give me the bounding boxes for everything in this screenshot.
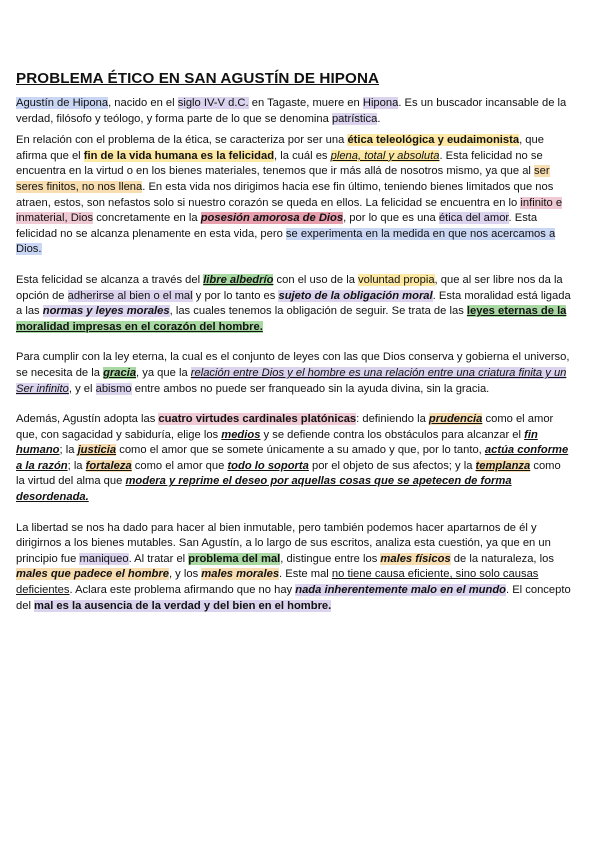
text-run: y se defiende contra los obstáculos para alcanzar el (260, 428, 525, 441)
highlighted-phrase: abismo (95, 382, 132, 395)
highlighted-phrase: males morales (201, 568, 280, 581)
text-run: : definiendo la (356, 413, 429, 426)
text-run: , las cuales tenemos la obligación de seguir. Se trata de las (169, 305, 467, 318)
highlighted-phrase: ética del amor (438, 212, 509, 225)
text-run: concretamente en la (93, 212, 201, 225)
text-run: con el uso de la (273, 273, 359, 286)
highlighted-phrase: maniqueo (79, 552, 129, 565)
highlighted-phrase: nada inherentemente malo en el mundo (295, 584, 506, 597)
highlighted-phrase: fin de la vida humana es la felicidad (83, 149, 275, 162)
text-run: en Tagaste, muere en (248, 97, 363, 109)
text-run: Esta felicidad se alcanza a través del (16, 273, 204, 286)
text-run: y por lo tanto es (192, 289, 279, 302)
highlighted-phrase: gracia (103, 366, 137, 379)
text-run: . Aclara este problema afirmando que no hay (69, 584, 296, 597)
paragraph-virtues (16, 412, 572, 506)
highlighted-phrase: fin humano (16, 428, 538, 457)
text-run: La libertad se nos ha dado para hacer al bien inmutable, pero también podemos hacer apartarnos de él y dirigirnos a los bienes mutables. San Agustín, a lo largo de sus escritos, analiza esta cuestión, ya que en un principio fue (16, 521, 551, 565)
text-run: , ya que la (136, 366, 191, 379)
text-run: , distingue entre los (280, 552, 381, 565)
highlighted-phrase: prudencia (428, 413, 483, 426)
text-run: . En esta vida nos dirigimos hacia ese fin último, teniendo bienes limitados que nos atraen, estos, son nefastos solo si nuestro corazón se queda en ellos. La felicidad se encuentra en lo (16, 180, 554, 209)
highlighted-phrase: relación entre Dios y el hombre es una relación entre una criatura finita y un Ser infinito (16, 366, 567, 395)
highlighted-phrase: patrística (331, 112, 378, 125)
highlighted-phrase: adherirse al bien o el mal (67, 289, 193, 302)
highlighted-phrase: ética teleológica y eudaimonista (347, 134, 520, 147)
highlighted-phrase: males físicos (380, 552, 451, 565)
text-run: ; la (59, 444, 78, 457)
paragraph-intro (16, 96, 572, 127)
highlighted-phrase: ser seres finitos, no nos llena (16, 165, 550, 193)
highlighted-phrase: males que padece el hombre (16, 568, 169, 581)
highlighted-phrase: Hipona (362, 97, 399, 109)
text-run: . Esta felicidad no se alcanza plenamente en esta vida, pero (16, 212, 538, 240)
highlighted-phrase: Agustín de Hipona (16, 97, 109, 109)
highlighted-phrase: siglo IV-V d.C. (177, 97, 249, 109)
text-run: Para cumplir con la ley eterna, la cual es el conjunto de leyes con las que Dios conserva y gobierna el universo, se necesita de la (16, 351, 570, 379)
text-run: . Al tratar el (128, 552, 189, 565)
highlighted-phrase: sujeto de la obligación moral (278, 289, 433, 302)
text-run: , que afirma que el (16, 134, 544, 162)
text-run: como el amor que, con sagacidad y sabiduría, elige los (16, 413, 554, 441)
highlighted-phrase: plena, total y absoluta (330, 149, 440, 162)
highlighted-phrase: todo lo soporta (227, 459, 309, 472)
highlighted-phrase: infinito e inmaterial, Dios (16, 196, 563, 225)
highlighted-phrase: modera y reprime el deseo por aquellas cosas que se apetecen de forma desordenada. (16, 475, 512, 504)
paragraph-evil (16, 521, 572, 615)
text-run: , por lo que es una (343, 212, 439, 225)
highlighted-phrase: voluntad propia (358, 273, 435, 286)
highlighted-phrase: justicia (77, 444, 117, 457)
text-run: , que al ser libre nos da la opción de (16, 273, 563, 302)
highlighted-phrase: medios (221, 428, 261, 441)
highlighted-phrase: actúa conforme a la razón (16, 444, 569, 472)
text-run: . Esta moralidad está ligada a las (16, 289, 571, 318)
highlighted-phrase: libre albedrío (203, 273, 274, 286)
highlighted-phrase: no tiene causa eficiente, sino solo causas deficientes (16, 568, 539, 597)
text-run: , la cuál es (274, 149, 331, 162)
text-run: . Este mal (279, 568, 332, 581)
text-run: ; la (67, 459, 86, 472)
text-run: por el objeto de sus afectos; y la (308, 459, 476, 472)
paragraph-grace (16, 350, 572, 397)
highlighted-phrase: posesión amorosa de Dios (200, 212, 344, 225)
text-run: Además, Agustín adopta las (16, 413, 159, 426)
text-run: En relación con el problema de la ética, se caracteriza por ser una (16, 134, 348, 147)
highlighted-phrase: normas y leyes morales (42, 305, 170, 318)
highlighted-phrase: leyes eternas de la moralidad impresas en el corazón del hombre. (16, 305, 567, 333)
highlighted-phrase: fortaleza (85, 459, 132, 472)
highlighted-phrase: templanza (475, 459, 531, 472)
highlighted-phrase: cuatro virtudes cardinales platónicas (158, 413, 357, 426)
text-run: . (377, 112, 381, 125)
highlighted-phrase: se experimenta en la medida en que nos acercamos a Dios. (16, 227, 556, 256)
paragraph-ethics (16, 133, 572, 258)
document-title: PROBLEMA ÉTICO EN SAN AGUSTÍN DE HIPONA (16, 70, 380, 87)
text-run: . Es un buscador incansable de la verdad, filósofo y teólogo, y forma parte de lo que se denomina (16, 97, 567, 125)
highlighted-phrase: mal es la ausencia de la verdad y del bien en el hombre. (34, 599, 332, 612)
text-run: de la naturaleza, los (450, 552, 554, 565)
text-run: , nacido en el (108, 97, 178, 109)
text-run: . El concepto del (16, 584, 571, 612)
text-run: , y los (168, 568, 202, 581)
text-run: , y el (68, 382, 96, 395)
text-run: como el amor que (131, 459, 228, 472)
highlighted-phrase: problema del mal (188, 552, 281, 565)
text-run: entre ambos no puede ser franqueado sin la ayuda divina, sin la gracia. (131, 382, 490, 395)
text-run: como el amor que se somete únicamente a su amado y que, por lo tanto, (116, 444, 485, 457)
paragraph-free-will (16, 273, 572, 335)
text-run: . Esta felicidad no se encuentra en la virtud o en los bienes materiales, tenemos que ir más allá de nosotros mismo, ya que al (16, 149, 543, 178)
text-run: como la virtud del alma que (16, 459, 561, 488)
